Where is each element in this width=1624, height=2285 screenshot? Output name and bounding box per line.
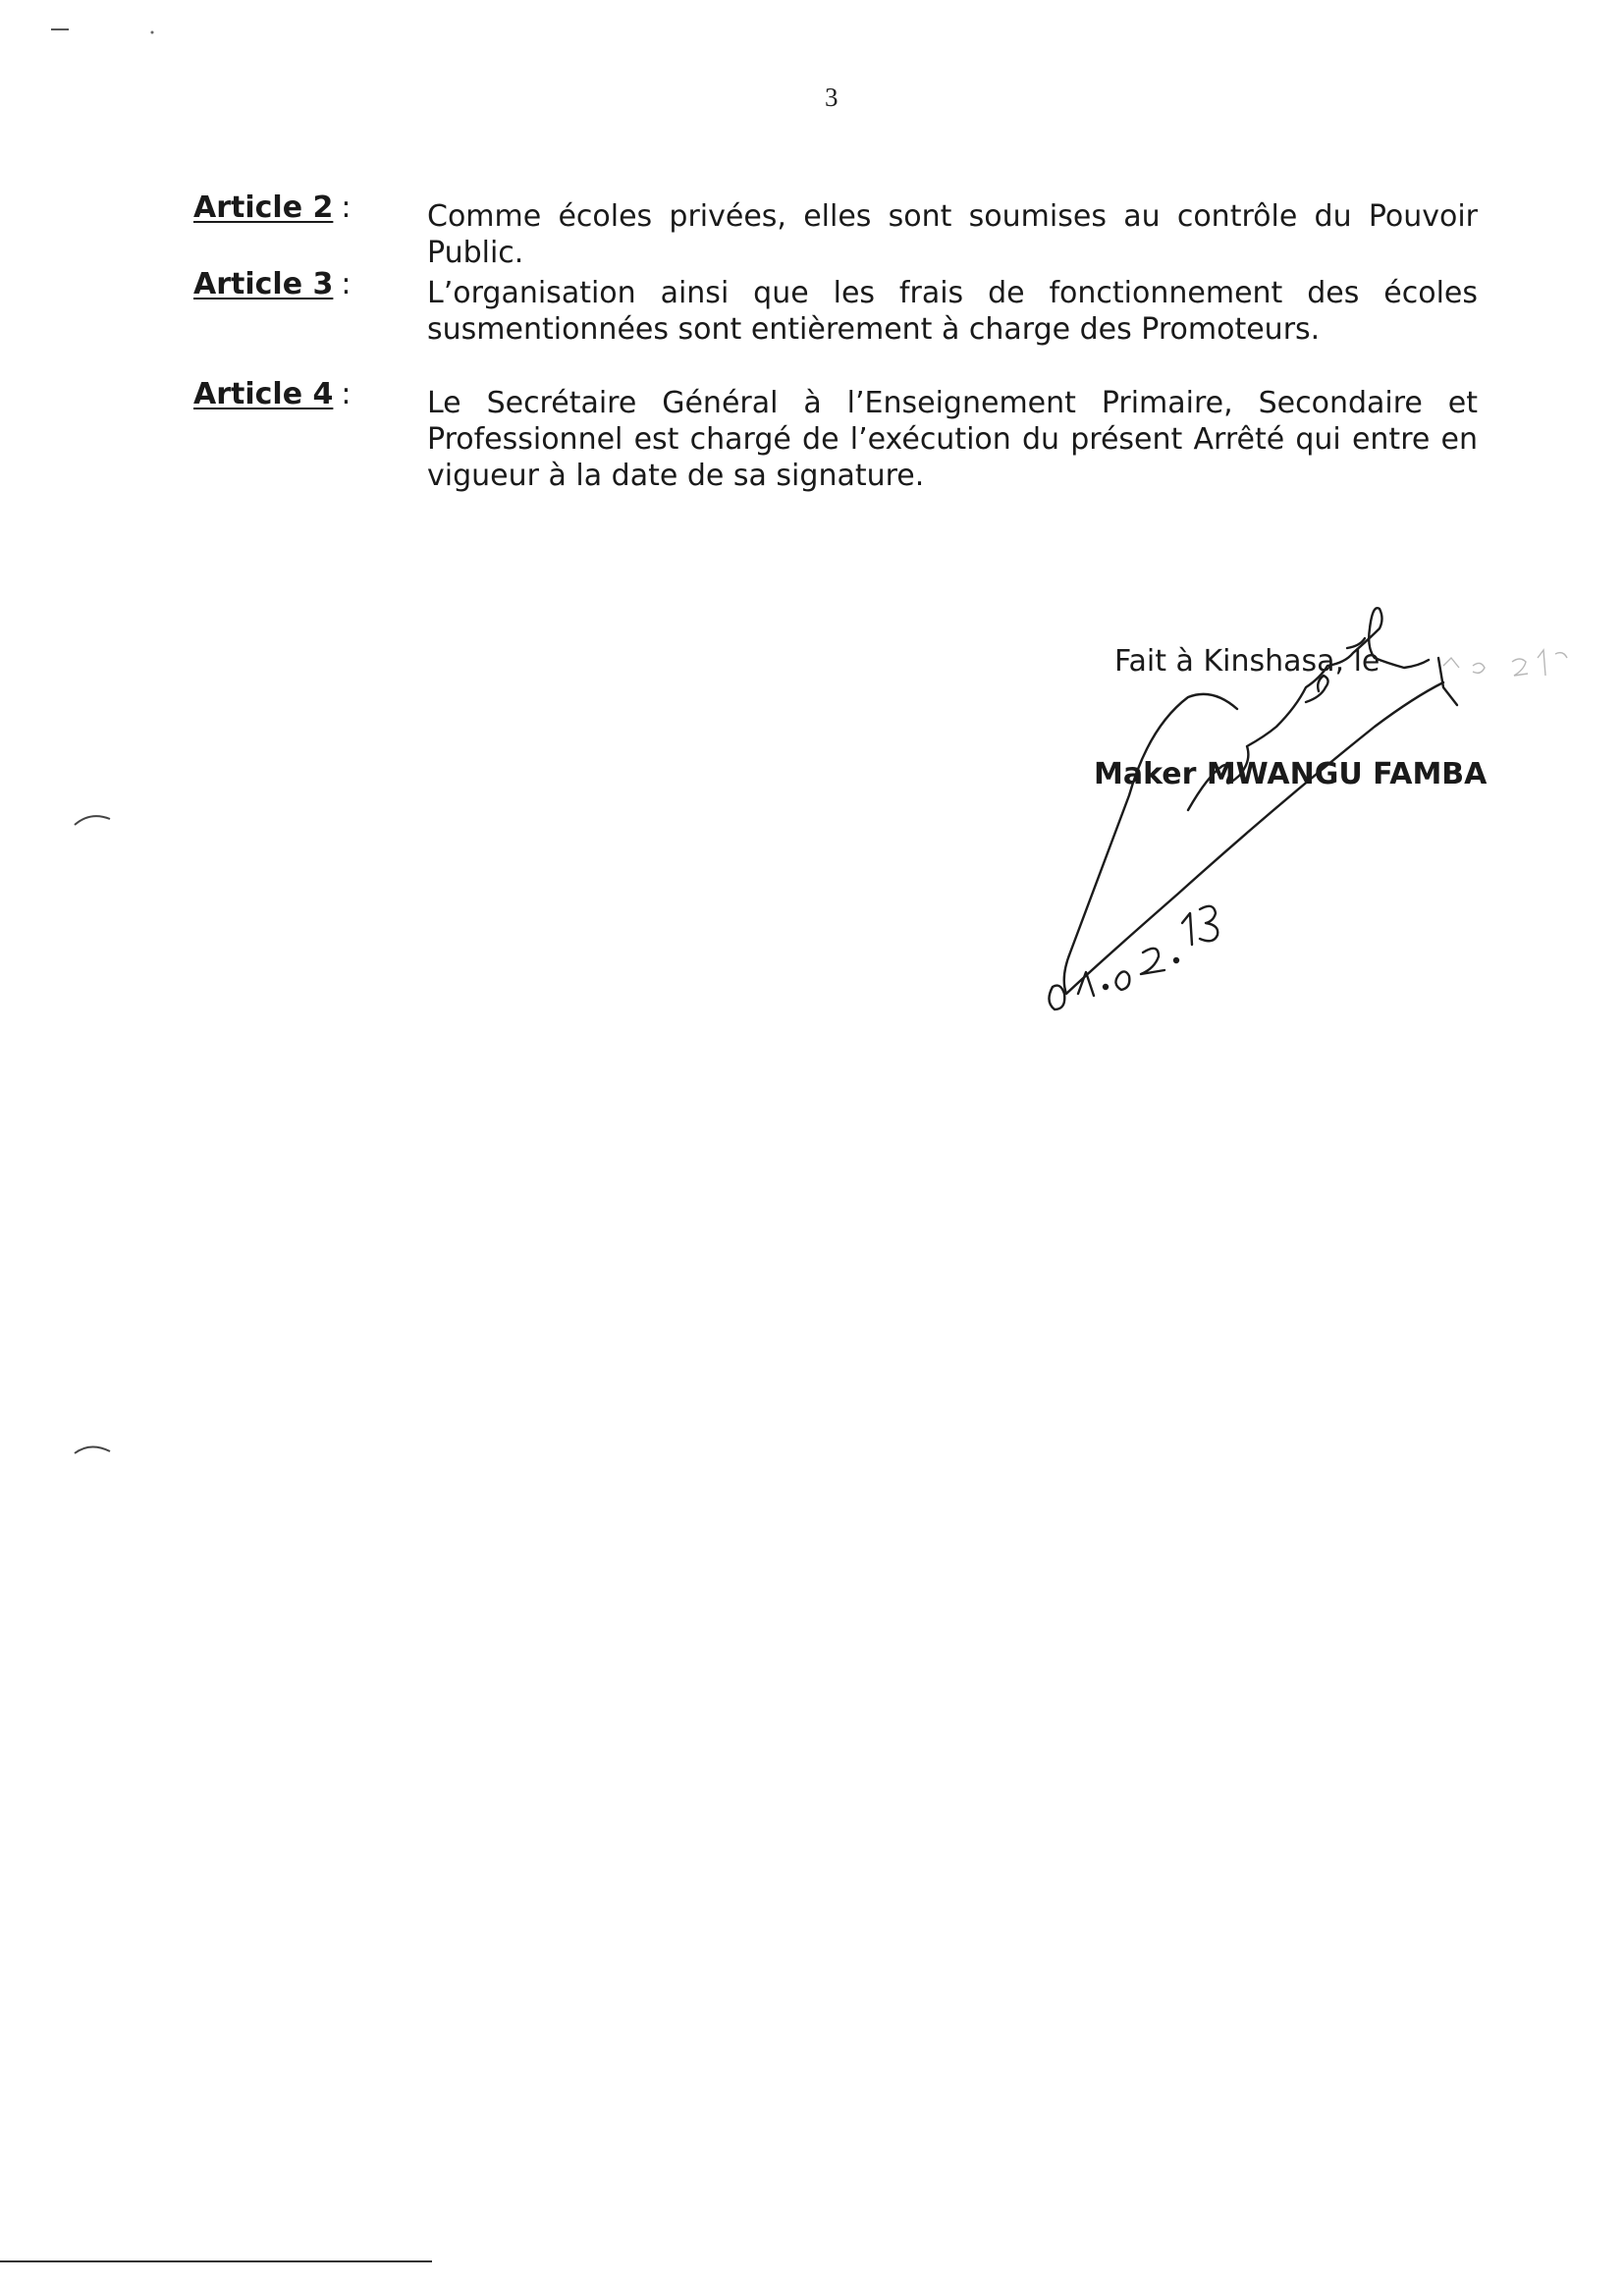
- place-date: Fait à Kinshasa, le: [1114, 644, 1380, 679]
- article-label-colon: :: [341, 377, 352, 411]
- bottom-rule: [0, 2260, 432, 2262]
- scan-mark-left-2: [69, 1436, 118, 1465]
- article-text: Comme écoles privées, elles sont soumises au contrôle du Pouvoir Public.: [427, 199, 1478, 270]
- article-label-colon: :: [341, 267, 352, 301]
- article-text: Le Secrétaire Général à l’Enseignement Primaire, Secondaire et Professionnel est chargé de l’exécution du présent Arrêté qui entre en vigueur à la date de sa signature.: [427, 386, 1478, 493]
- article-label: [193, 377, 351, 411]
- scan-speck-top-left: [39, 20, 167, 39]
- article-label-text: Article 4: [193, 377, 334, 411]
- article-label-text: Article 3: [193, 267, 334, 301]
- page-number: 3: [825, 82, 839, 112]
- signatory-name: Maker MWANGU FAMBA: [1094, 757, 1488, 791]
- article-label: [193, 267, 351, 301]
- article-label-colon: :: [341, 190, 352, 225]
- article-label: [193, 190, 351, 225]
- article-text: L’organisation ainsi que les frais de fonctionnement des écoles susmentionnées sont entièrement à charge des Promoteurs.: [427, 276, 1478, 347]
- scan-mark-left-1: [69, 805, 118, 835]
- article-label-text: Article 2: [193, 190, 334, 225]
